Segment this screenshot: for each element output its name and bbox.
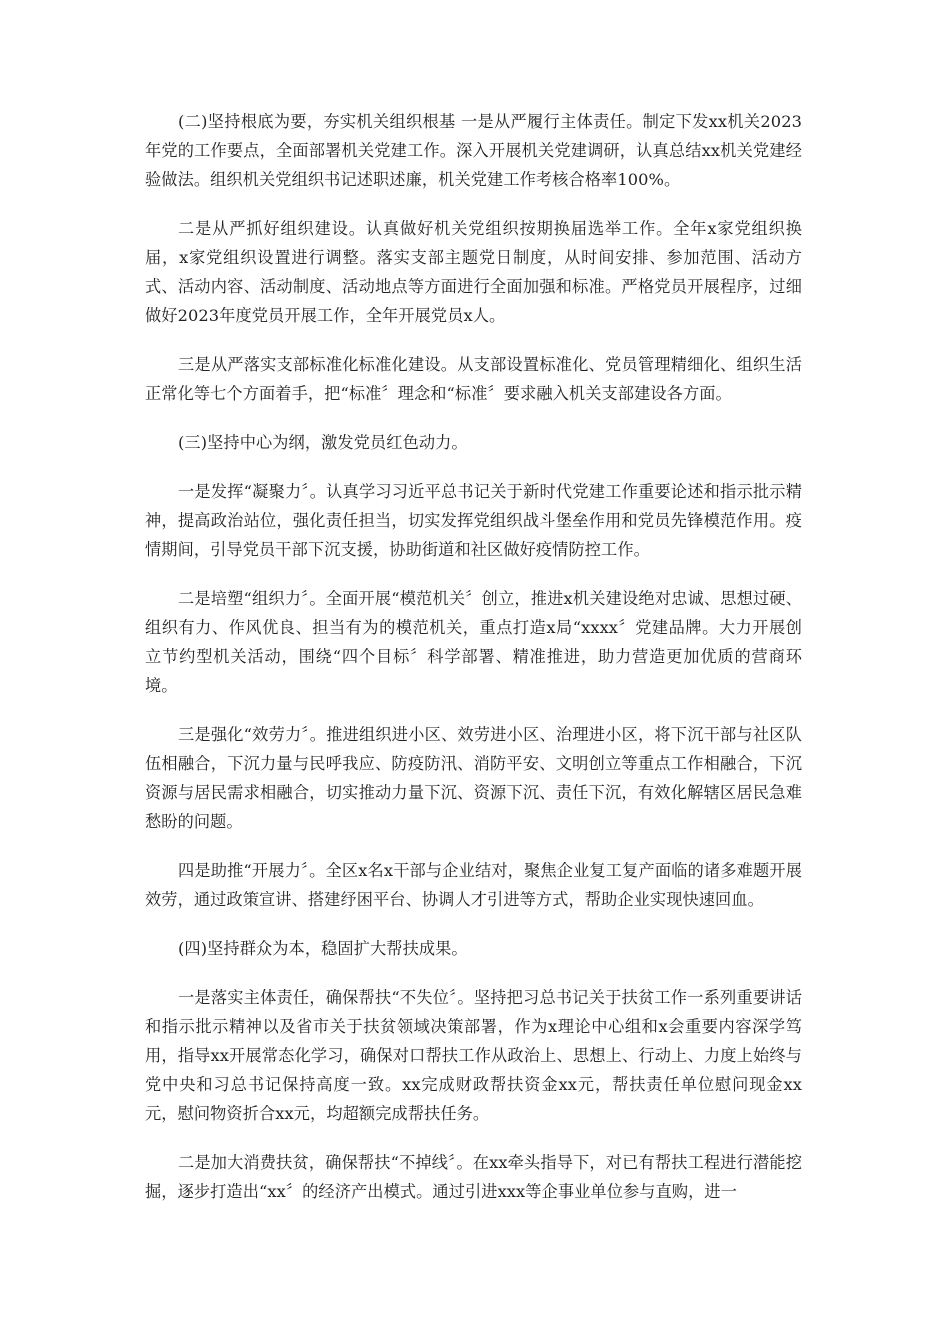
- paragraph-branch-standardization: 三是从严落实支部标准化标准化建设。从支部设置标准化、党员管理精细化、组织生活正常化等七个方面着手，把“标准〞理念和“标准〞要求融入机关支部建设各方面。: [145, 355, 802, 403]
- paragraph-main-responsibility: 一是落实主体责任，确保帮扶“不失位〞。坚持把习总书记关于扶贫工作一系列重要讲话和指示批示精神以及省市关于扶贫领域决策部署，作为x理论中心组和x会重要内容深学笃用，指导xx开展常态化学习，确保对口帮扶工作从政治上、思想上、行动上、力度上始终与党中央和习总书记保持高度一致。xx完成财政帮扶资金xx元，帮扶责任单位慰问现金xx元，慰问物资折合xx元，均超额完成帮扶任务。: [145, 988, 802, 1123]
- paragraph-party-foundation: (二)坚持根底为要，夯实机关组织根基 一是从严履行主体责任。制定下发xx机关2023年党的工作要点，全面部署机关党建工作。深入开展机关党建调研，认真总结xx机关党建经验做法。组织机关党组织书记述职述廉，机关党建工作考核合格率100%。: [145, 112, 802, 189]
- paragraph-service-power: 三是强化“效劳力〞。推进组织进小区、效劳进小区、治理进小区，将下沉干部与社区队伍相融合，下沉力量与民呼我应、防疫防汛、消防平安、文明创立等重点工作相融合，下沉资源与居民需求相融合，切实推动力量下沉、资源下沉、责任下沉，有效化解辖区居民急难愁盼的问题。: [145, 725, 802, 831]
- paragraph-consumption-support: 二是加大消费扶贫，确保帮扶“不掉线〞。在xx牵头指导下，对已有帮扶工程进行潜能挖掘，逐步打造出“xx〞的经济产出模式。通过引进xxx等企事业单位参与直购，进一: [145, 1153, 802, 1201]
- paragraph-organization-power: 二是培塑“组织力〞。全面开展“模范机关〞创立，推进x机关建设绝对忠诚、思想过硬、组织有力、作风优良、担当有为的模范机关，重点打造x局“xxxx〞党建品牌。大力开展创立节约型机关活动，围绕“四个目标〞科学部署、精准推进，助力营造更加优质的营商环境。: [145, 589, 802, 695]
- paragraph-development-power: 四是助推“开展力〞。全区x名x干部与企业结对，聚焦企业复工复产面临的诸多难题开展效劳，通过政策宣讲、搭建纾困平台、协调人才引进等方式，帮助企业实现快速回血。: [145, 861, 802, 909]
- section-heading-masses: (四)坚持群众为本，稳固扩大帮扶成果。: [178, 939, 468, 958]
- paragraph-organization-building: 二是从严抓好组织建设。认真做好机关党组织按期换届选举工作。全年x家党组织换届，x家党组织设置进行调整。落实支部主题党日制度，从时间安排、参加范围、活动方式、活动内容、活动制度、活动地点等方面进行全面加强和标准。严格党员开展程序，过细做好2023年度党员开展工作，全年开展党员x人。: [145, 219, 802, 325]
- document-body: [145, 107, 802, 1226]
- section-heading-center: (三)坚持中心为纲，激发党员红色动力。: [178, 433, 468, 452]
- paragraph-cohesion: 一是发挥“凝聚力〞。认真学习习近平总书记关于新时代党建工作重要论述和指示批示精神，提高政治站位，强化责任担当，切实发挥党组织战斗堡垒作用和党员先锋模范作用。疫情期间，引导党员干部下沉支援，协助街道和社区做好疫情防控工作。: [145, 482, 802, 559]
